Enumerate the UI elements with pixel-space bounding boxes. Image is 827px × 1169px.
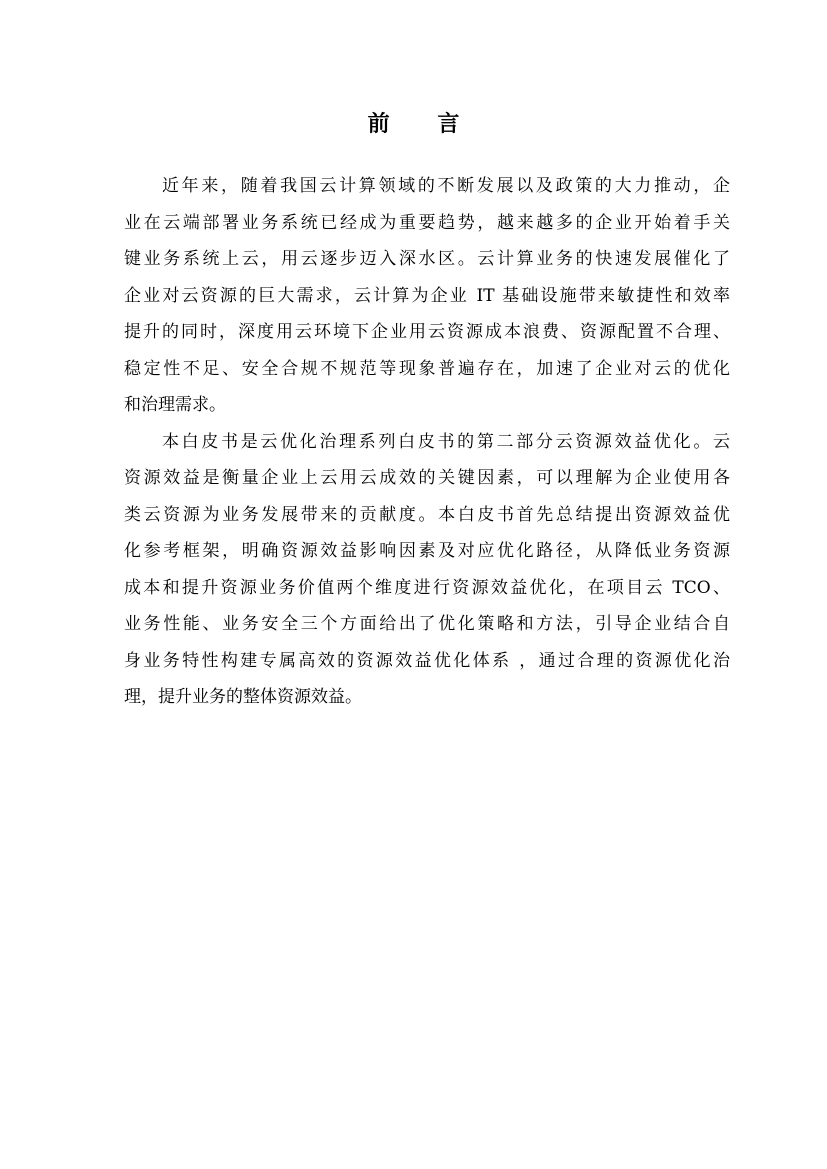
text-line: 键业务系统上云，用云逐步迈入深水区。云计算业务的快速发展催化了 [124,249,730,269]
body-text [124,168,730,716]
text-line: 提升的同时，深度用云环境下企业用云资源成本浪费、资源配置不合理、 [124,322,730,342]
text-line: 类云资源为业务发展带来的贡献度。本白皮书首先总结提出资源效益优 [124,504,730,525]
paragraph-2 [124,424,730,716]
text-line: 近年来，随着我国云计算领域的不断发展以及政策的大力推动，企 [162,176,730,196]
text-line: 理，提升业务的整体资源效益。 [124,687,362,707]
text-line: 业在云端部署业务系统已经成为重要趋势，越来越多的企业开始着手关 [124,212,730,233]
text-line: 和治理需求。 [124,395,226,415]
text-line: 身业务特性构建专属高效的资源效益优化体系 ，通过合理的资源优化治 [124,650,730,671]
text-line: 化参考框架，明确资源效益影响因素及对应优化路径，从降低业务资源 [124,541,730,561]
text-line: 企业对云资源的巨大需求，云计算为企业 IT 基础设施带来敏捷性和效率 [124,285,730,306]
text-line: 稳定性不足、安全合规不规范等现象普遍存在，加速了企业对云的优化 [124,358,730,379]
text-line: 资源效益是衡量企业上云用云成效的关键因素，可以理解为企业使用各 [124,468,730,488]
text-line: 本白皮书是云优化治理系列白皮书的第二部分云资源效益优化。云 [162,431,730,452]
text-line: 业务性能、业务安全三个方面给出了优化策略和方法，引导企业结合自 [124,614,730,634]
page-title: 前 言 [367,111,480,137]
paragraph-1 [124,168,730,424]
text-line: 成本和提升资源业务价值两个维度进行资源效益优化，在项目云 TCO、 [124,577,730,598]
